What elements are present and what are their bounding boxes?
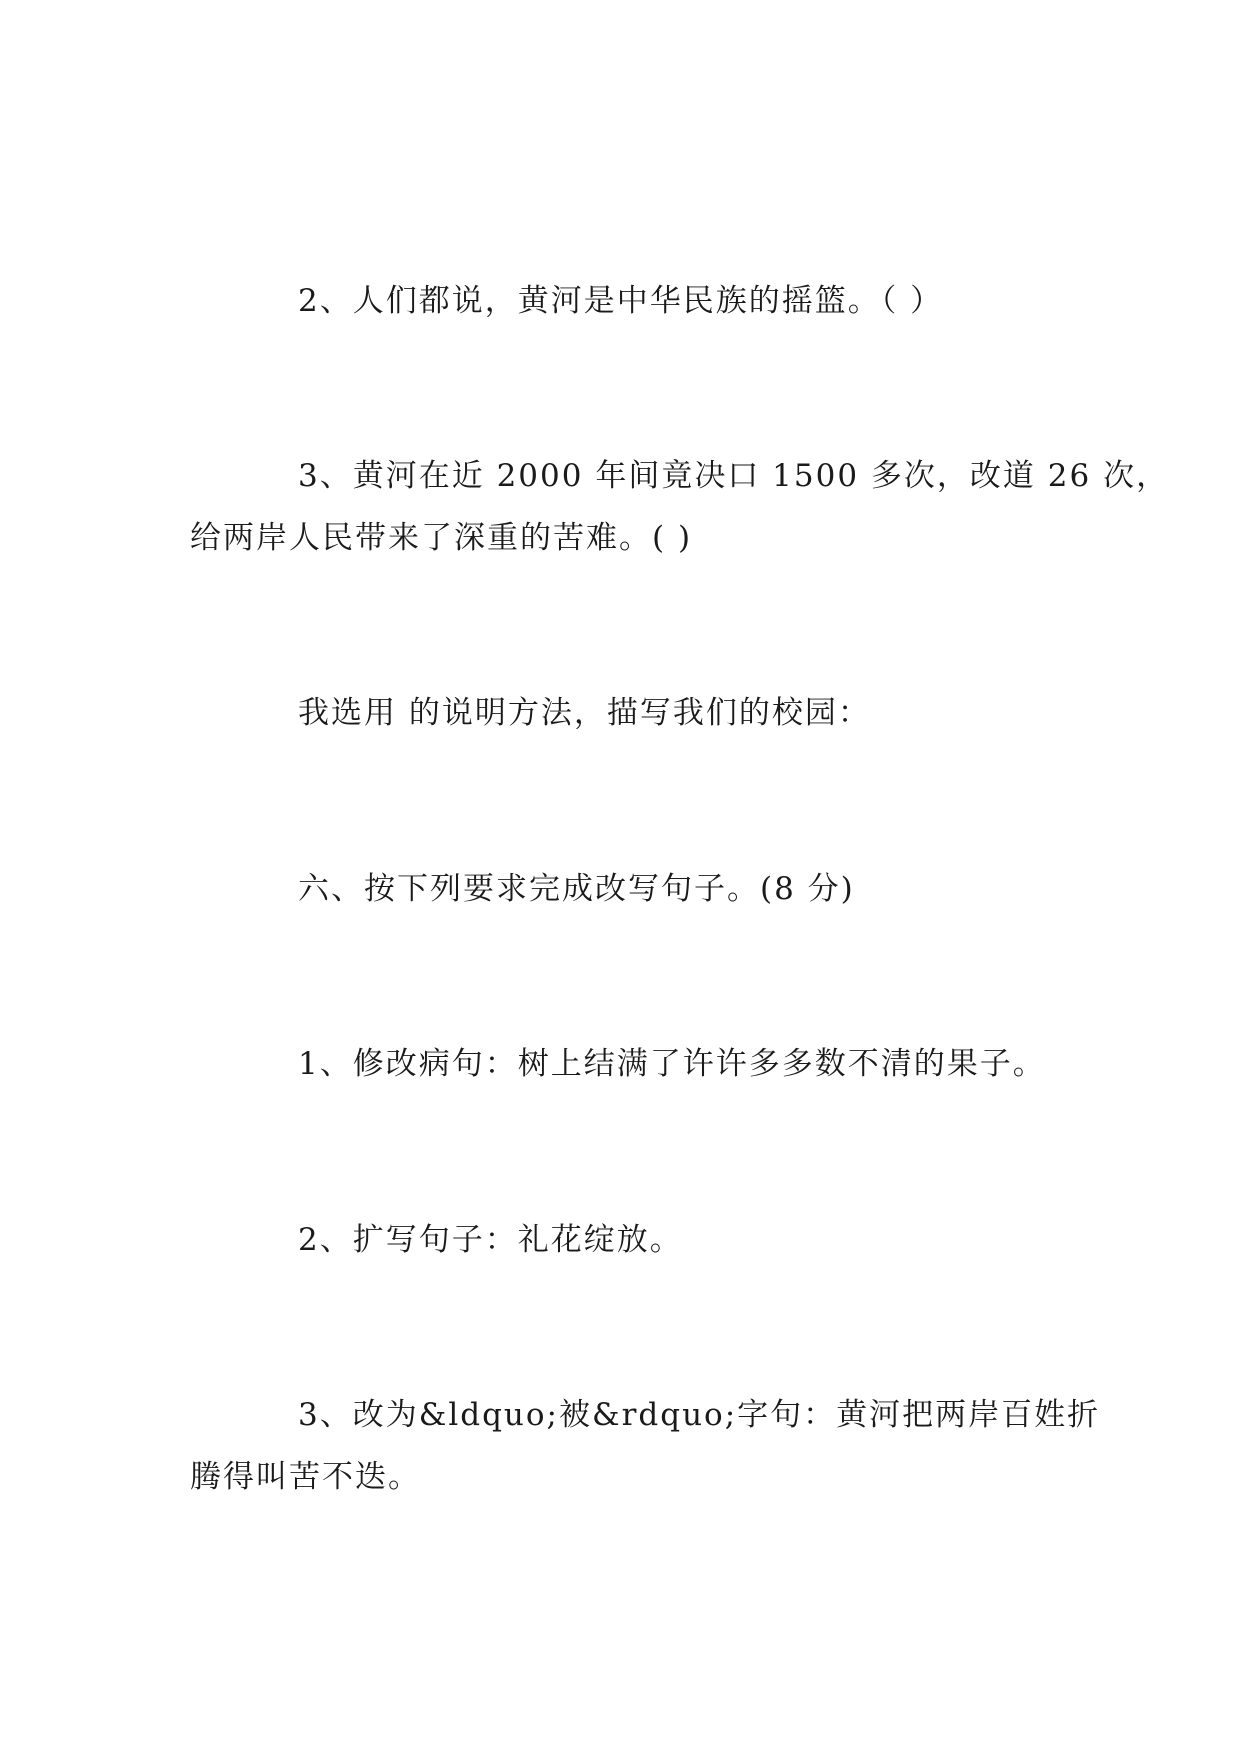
question-3-line-2: 给两岸人民带来了深重的苦难。( )	[190, 520, 693, 556]
task-1-correct-sentence: 1、修改病句：树上结满了许许多多数不清的果子。	[298, 1046, 1046, 1082]
task-3-line-1: 3、改为&ldquo;被&rdquo;字句：黄河把两岸百姓折	[298, 1397, 1101, 1433]
task-3-line-2: 腾得叫苦不迭。	[190, 1459, 421, 1495]
task-2-expand-sentence: 2、扩写句子：礼花绽放。	[298, 1222, 683, 1258]
section-six-heading: 六、按下列要求完成改写句子。(8 分)	[298, 871, 855, 907]
question-2-yellow-river-cradle: 2、人们都说，黄河是中华民族的摇篮。（ ）	[298, 283, 944, 319]
question-3-line-1: 3、黄河在近 2000 年间竟决口 1500 多次，改道 26 次，	[298, 458, 1170, 494]
explanation-method-prompt: 我选用 的说明方法，描写我们的校园：	[298, 695, 871, 731]
